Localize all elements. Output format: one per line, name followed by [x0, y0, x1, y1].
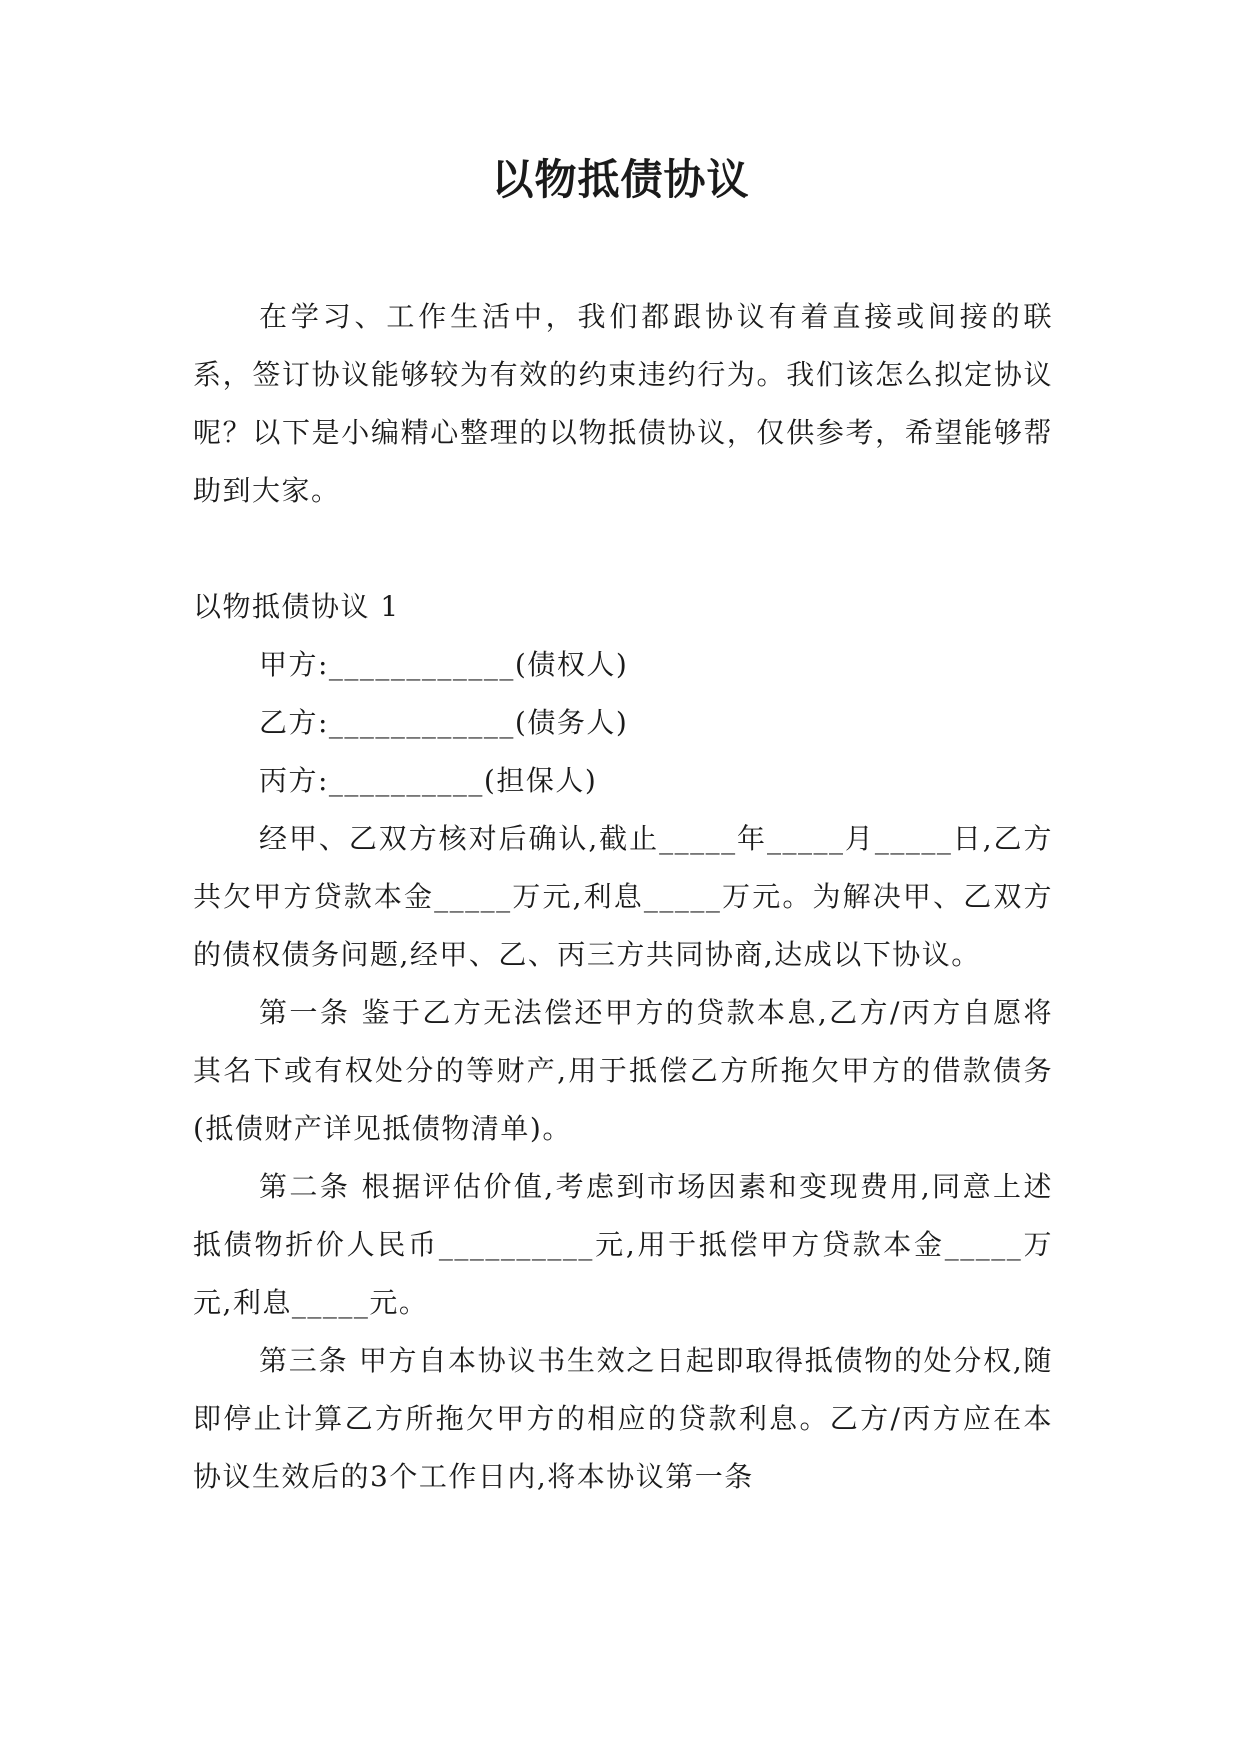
section-heading: 以物抵债协议 1: [193, 590, 400, 623]
article-3-paragraph: 第三条 甲方自本协议书生效之日起即取得抵债物的处分权,随即停止计算乙方所拖欠甲方的相应的贷款利息。乙方/丙方应在本协议生效后的3个工作日内,将本协议第一条: [193, 1344, 1053, 1493]
document-body: [193, 288, 1053, 1506]
article-1-paragraph: 第一条 鉴于乙方无法偿还甲方的贷款本息,乙方/丙方自愿将其名下或有权处分的等财产,用于抵偿乙方所拖欠甲方的借款债务(抵债财产详见抵债物清单)。: [193, 996, 1053, 1145]
article-2-paragraph: 第二条 根据评估价值,考虑到市场因素和变现费用,同意上述抵债物折价人民币__________元,用于抵偿甲方贷款本金_____万元,利息_____元。: [193, 1170, 1053, 1319]
party-c-line: 丙方:__________(担保人): [259, 764, 598, 797]
party-a-line: 甲方:____________(债权人): [259, 648, 629, 681]
document-title: 以物抵债协议: [491, 155, 750, 204]
confirmation-paragraph: 经甲、乙双方核对后确认,截止_____年_____月_____日,乙方共欠甲方贷款本金_____万元,利息_____万元。为解决甲、乙双方的债权债务问题,经甲、乙、丙三方共同协商,达成以下协议。: [193, 822, 1053, 971]
party-b-line: 乙方:____________(债务人): [259, 706, 629, 739]
intro-paragraph: 在学习、工作生活中，我们都跟协议有着直接或间接的联系，签订协议能够较为有效的约束违约行为。我们该怎么拟定协议呢？以下是小编精心整理的以物抵债协议，仅供参考，希望能够帮助到大家。: [193, 300, 1053, 507]
